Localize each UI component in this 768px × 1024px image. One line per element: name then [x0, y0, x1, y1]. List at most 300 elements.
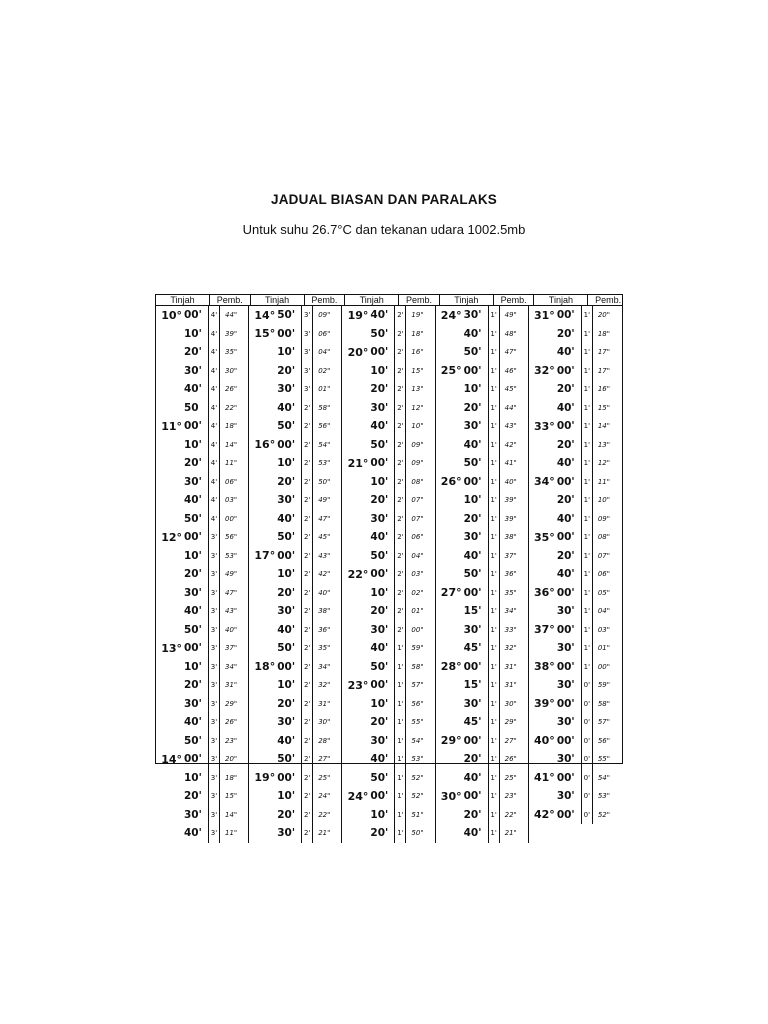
correction-seconds: 37": [504, 551, 517, 560]
correction-seconds: 57": [597, 718, 610, 727]
correction-minutes: 3': [302, 325, 313, 344]
correction-minutes: 2': [395, 306, 406, 325]
correction-minutes: 1': [489, 547, 500, 566]
correction-seconds: 18": [225, 422, 238, 431]
correction-minutes: 2': [302, 510, 313, 529]
table-row: [342, 491, 434, 510]
observed-minutes: 10': [183, 436, 209, 455]
correction-seconds: 26": [504, 755, 517, 764]
table-row: [249, 473, 341, 492]
correction-seconds: 40": [504, 477, 517, 486]
observed-minutes: 40': [556, 565, 582, 584]
correction-seconds: 09": [597, 514, 610, 523]
correction-seconds: 55": [597, 755, 610, 764]
correction-minutes: 1': [395, 639, 406, 658]
correction-minutes: 4': [209, 343, 220, 362]
correction-minutes: 2': [395, 325, 406, 344]
table-row: [529, 362, 622, 381]
correction-seconds: 07": [597, 551, 610, 560]
correction-minutes: 1': [582, 510, 593, 529]
observed-minutes: 10': [183, 658, 209, 677]
header-tinjah: Tinjah: [454, 295, 479, 305]
correction-seconds: 04": [597, 607, 610, 616]
observed-minutes: 40': [183, 602, 209, 621]
correction-minutes: 2': [395, 362, 406, 381]
observed-minutes: 30': [556, 787, 582, 806]
correction-minutes: 1': [489, 325, 500, 344]
observed-minutes: 20': [556, 547, 582, 566]
observed-minutes: 30': [556, 750, 582, 769]
correction-minutes: 3': [209, 565, 220, 584]
table-row: [529, 658, 622, 677]
correction-minutes: 2': [302, 436, 313, 455]
correction-minutes: 3': [209, 713, 220, 732]
observed-degrees: 26°: [440, 475, 462, 489]
observed-minutes: 10': [276, 343, 302, 362]
table-body: [156, 306, 622, 843]
table-row: [529, 732, 622, 751]
correction-minutes: 2': [302, 473, 313, 492]
table-row: [342, 399, 434, 418]
observed-minutes: 00': [183, 528, 209, 547]
table-row: [249, 417, 341, 436]
correction-seconds: 35": [504, 588, 517, 597]
observed-minutes: 30': [276, 602, 302, 621]
table-row: [436, 584, 528, 603]
correction-minutes: 2': [395, 602, 406, 621]
table-row: [156, 343, 248, 362]
correction-minutes: 1': [489, 750, 500, 769]
correction-seconds: 53": [411, 755, 424, 764]
correction-seconds: 45": [318, 533, 331, 542]
correction-seconds: 12": [597, 459, 610, 468]
correction-minutes: 1': [582, 343, 593, 362]
correction-minutes: 2': [302, 399, 313, 418]
correction-minutes: 1': [489, 787, 500, 806]
correction-seconds: 43": [225, 607, 238, 616]
correction-minutes: 2': [302, 491, 313, 510]
observed-degrees: 14°: [254, 308, 276, 322]
table-row: [342, 732, 434, 751]
correction-minutes: 2': [395, 565, 406, 584]
correction-minutes: 4': [209, 306, 220, 325]
table-row: [156, 473, 248, 492]
table-row: [436, 380, 528, 399]
correction-seconds: 08": [411, 477, 424, 486]
observed-degrees: 27°: [440, 586, 462, 600]
table-row: [156, 787, 248, 806]
observed-minutes: 30': [183, 362, 209, 381]
observed-minutes: 30': [556, 602, 582, 621]
correction-minutes: 2': [395, 547, 406, 566]
table-row: [436, 343, 528, 362]
correction-minutes: 1': [489, 491, 500, 510]
correction-seconds: 44": [504, 403, 517, 412]
table-row: [529, 584, 622, 603]
correction-seconds: 34": [225, 662, 238, 671]
table-row: [342, 584, 434, 603]
observed-minutes: 40': [369, 306, 395, 325]
header-tinjah: Tinjah: [265, 295, 290, 305]
observed-minutes: 20': [183, 343, 209, 362]
correction-seconds: 49": [504, 311, 517, 320]
correction-seconds: 07": [411, 496, 424, 505]
correction-seconds: 51": [411, 810, 424, 819]
table-row: [249, 639, 341, 658]
table-row: [249, 750, 341, 769]
observed-minutes: 20': [463, 750, 489, 769]
correction-minutes: 1': [489, 769, 500, 788]
table-row: [342, 806, 434, 825]
table-row: [529, 436, 622, 455]
observed-degrees: 25°: [440, 364, 462, 378]
table-row: [156, 547, 248, 566]
observed-minutes: 45': [463, 713, 489, 732]
correction-seconds: 27": [318, 755, 331, 764]
table-row: [436, 362, 528, 381]
observed-minutes: 20': [276, 584, 302, 603]
table-row: [436, 806, 528, 825]
observed-minutes: 20': [556, 325, 582, 344]
correction-seconds: 23": [504, 792, 517, 801]
observed-minutes: 50': [369, 325, 395, 344]
table-row: [249, 787, 341, 806]
observed-minutes: 20': [463, 510, 489, 529]
correction-minutes: 1': [582, 491, 593, 510]
correction-seconds: 36": [318, 625, 331, 634]
observed-minutes: 40': [369, 528, 395, 547]
document-subtitle: Untuk suhu 26.7°C dan tekanan udara 1002.5mb: [242, 222, 526, 237]
correction-minutes: 1': [489, 343, 500, 362]
observed-minutes: 30': [463, 621, 489, 640]
correction-minutes: 1': [582, 380, 593, 399]
correction-minutes: 2': [302, 639, 313, 658]
correction-seconds: 11": [225, 829, 238, 838]
correction-seconds: 39": [504, 514, 517, 523]
correction-seconds: 37": [225, 644, 238, 653]
correction-seconds: 35": [225, 348, 238, 357]
correction-seconds: 02": [318, 366, 331, 375]
observed-minutes: 00': [369, 565, 395, 584]
table-row: [156, 713, 248, 732]
observed-minutes: 50': [276, 306, 302, 325]
table-row: [436, 473, 528, 492]
correction-minutes: 1': [489, 380, 500, 399]
observed-minutes: 40': [183, 491, 209, 510]
observed-minutes: 00': [276, 769, 302, 788]
correction-minutes: 1': [489, 621, 500, 640]
observed-degrees: 32°: [534, 364, 555, 378]
correction-minutes: 2': [302, 695, 313, 714]
table-row: [529, 750, 622, 769]
correction-seconds: 12": [411, 403, 424, 412]
table-row: [342, 510, 434, 529]
table-row: [342, 695, 434, 714]
correction-minutes: 1': [395, 769, 406, 788]
correction-seconds: 28": [318, 736, 331, 745]
table-row: [342, 769, 434, 788]
correction-seconds: 49": [225, 570, 238, 579]
observed-minutes: 10': [276, 676, 302, 695]
table-row: [529, 676, 622, 695]
table-row: [342, 343, 434, 362]
observed-minutes: 00': [276, 436, 302, 455]
correction-minutes: 1': [489, 528, 500, 547]
observed-minutes: 10': [369, 584, 395, 603]
table-row: [342, 473, 434, 492]
observed-minutes: 40': [556, 510, 582, 529]
observed-degrees: 22°: [347, 567, 369, 581]
correction-seconds: 22": [504, 810, 517, 819]
correction-seconds: 30": [225, 366, 238, 375]
correction-seconds: 00": [411, 625, 424, 634]
correction-minutes: 1': [489, 473, 500, 492]
table-row: [156, 417, 248, 436]
observed-minutes: 20': [556, 436, 582, 455]
correction-seconds: 01": [597, 644, 610, 653]
table-row: [436, 676, 528, 695]
correction-seconds: 58": [411, 662, 424, 671]
correction-seconds: 57": [411, 681, 424, 690]
correction-minutes: 2': [302, 602, 313, 621]
observed-minutes: 00': [183, 417, 209, 436]
table-row: [249, 399, 341, 418]
correction-minutes: 4': [209, 491, 220, 510]
correction-seconds: 10": [411, 422, 424, 431]
header-pemb: Pemb.: [209, 295, 250, 305]
correction-minutes: 1': [489, 676, 500, 695]
correction-seconds: 18": [411, 329, 424, 338]
observed-minutes: 30': [463, 695, 489, 714]
observed-minutes: 40': [183, 824, 209, 843]
correction-minutes: 3': [209, 750, 220, 769]
observed-degrees: 38°: [534, 660, 555, 674]
correction-minutes: 2': [302, 806, 313, 825]
observed-minutes: 50': [369, 436, 395, 455]
correction-minutes: 1': [582, 454, 593, 473]
correction-seconds: 04": [318, 348, 331, 357]
correction-seconds: 43": [318, 551, 331, 560]
correction-seconds: 39": [225, 329, 238, 338]
correction-minutes: 2': [395, 417, 406, 436]
correction-minutes: 1': [395, 695, 406, 714]
correction-minutes: 2': [395, 621, 406, 640]
correction-minutes: 1': [395, 676, 406, 695]
observed-minutes: 30': [183, 806, 209, 825]
correction-minutes: 1': [489, 584, 500, 603]
header-group: [251, 295, 346, 305]
correction-minutes: 2': [302, 584, 313, 603]
correction-minutes: 4': [209, 362, 220, 381]
correction-minutes: 1': [582, 658, 593, 677]
observed-minutes: 50': [369, 769, 395, 788]
correction-seconds: 45": [504, 385, 517, 394]
correction-minutes: 2': [395, 584, 406, 603]
correction-minutes: 2': [302, 732, 313, 751]
observed-minutes: 40': [463, 824, 489, 843]
observed-minutes: 40': [463, 436, 489, 455]
correction-minutes: 2': [395, 454, 406, 473]
table-row: [436, 454, 528, 473]
correction-minutes: 0': [582, 713, 593, 732]
correction-minutes: 3': [209, 658, 220, 677]
table-row: [436, 417, 528, 436]
correction-minutes: 3': [209, 732, 220, 751]
correction-seconds: 00": [225, 514, 238, 523]
observed-minutes: 40': [556, 399, 582, 418]
table-header-row: [156, 295, 622, 306]
observed-minutes: 45': [463, 639, 489, 658]
correction-seconds: 47": [318, 514, 331, 523]
correction-seconds: 16": [597, 385, 610, 394]
correction-minutes: 0': [582, 787, 593, 806]
table-row: [249, 769, 341, 788]
correction-seconds: 58": [597, 699, 610, 708]
correction-minutes: 1': [582, 306, 593, 325]
observed-minutes: 10': [463, 491, 489, 510]
correction-minutes: 0': [582, 806, 593, 825]
observed-degrees: 17°: [254, 549, 276, 563]
table-row: [436, 621, 528, 640]
observed-minutes: 00': [369, 676, 395, 695]
observed-degrees: 10°: [161, 308, 182, 322]
observed-minutes: 00': [556, 769, 582, 788]
table-row: [249, 621, 341, 640]
observed-degrees: 20°: [347, 345, 369, 359]
correction-minutes: 1': [489, 436, 500, 455]
observed-degrees: 24°: [347, 789, 369, 803]
observed-minutes: 30': [276, 491, 302, 510]
observed-degrees: 35°: [534, 530, 555, 544]
table-column-group: [249, 306, 342, 843]
correction-seconds: 29": [225, 699, 238, 708]
table-row: [156, 732, 248, 751]
correction-minutes: 3': [302, 343, 313, 362]
table-row: [529, 491, 622, 510]
correction-minutes: 1': [395, 824, 406, 843]
correction-minutes: 3': [209, 584, 220, 603]
observed-minutes: 30': [556, 639, 582, 658]
observed-minutes: 00': [556, 306, 582, 325]
correction-seconds: 20": [225, 755, 238, 764]
observed-degrees: 28°: [440, 660, 462, 674]
correction-minutes: 1': [489, 732, 500, 751]
observed-minutes: 20': [183, 676, 209, 695]
correction-seconds: 32": [504, 644, 517, 653]
table-row: [342, 362, 434, 381]
correction-seconds: 35": [318, 644, 331, 653]
observed-minutes: 20': [183, 787, 209, 806]
observed-minutes: 10': [183, 769, 209, 788]
observed-degrees: 33°: [534, 419, 555, 433]
table-row: [342, 676, 434, 695]
correction-minutes: 1': [582, 639, 593, 658]
observed-degrees: 34°: [534, 475, 555, 489]
table-row: [156, 491, 248, 510]
correction-seconds: 15": [225, 792, 238, 801]
correction-minutes: 1': [489, 454, 500, 473]
correction-minutes: 3': [302, 362, 313, 381]
observed-minutes: 20': [556, 380, 582, 399]
observed-minutes: 10': [369, 473, 395, 492]
correction-seconds: 34": [318, 662, 331, 671]
observed-minutes: 00': [556, 473, 582, 492]
table-row: [249, 713, 341, 732]
table-row: [342, 325, 434, 344]
correction-seconds: 43": [504, 422, 517, 431]
correction-minutes: 1': [582, 325, 593, 344]
correction-seconds: 56": [225, 533, 238, 542]
observed-minutes: 30': [276, 713, 302, 732]
correction-seconds: 22": [225, 403, 238, 412]
correction-minutes: 1': [489, 362, 500, 381]
observed-degrees: 31°: [534, 308, 555, 322]
observed-minutes: 10': [463, 380, 489, 399]
correction-seconds: 09": [411, 440, 424, 449]
observed-minutes: 30': [556, 676, 582, 695]
table-row: [342, 380, 434, 399]
observed-minutes: 20': [276, 806, 302, 825]
correction-minutes: 2': [395, 343, 406, 362]
correction-minutes: 3': [209, 528, 220, 547]
correction-minutes: 3': [209, 639, 220, 658]
table-row: [436, 510, 528, 529]
correction-seconds: 56": [318, 422, 331, 431]
table-row: [529, 510, 622, 529]
correction-minutes: 1': [582, 436, 593, 455]
observed-minutes: 30': [463, 528, 489, 547]
header-group: [440, 295, 535, 305]
table-row: [529, 787, 622, 806]
observed-minutes: 40': [276, 621, 302, 640]
observed-minutes: 30': [463, 306, 489, 325]
observed-degrees: 39°: [534, 697, 555, 711]
correction-seconds: 53": [318, 459, 331, 468]
correction-minutes: 2': [395, 436, 406, 455]
correction-minutes: 2': [395, 528, 406, 547]
correction-minutes: 2': [302, 454, 313, 473]
correction-seconds: 40": [225, 625, 238, 634]
observed-degrees: 19°: [347, 308, 369, 322]
observed-minutes: 00': [183, 306, 209, 325]
correction-seconds: 56": [597, 736, 610, 745]
observed-minutes: 00': [463, 787, 489, 806]
correction-minutes: 1': [582, 473, 593, 492]
correction-seconds: 59": [597, 681, 610, 690]
correction-seconds: 31": [504, 662, 517, 671]
observed-minutes: 40': [276, 399, 302, 418]
correction-seconds: 13": [597, 440, 610, 449]
correction-seconds: 56": [411, 699, 424, 708]
correction-minutes: 3': [209, 806, 220, 825]
observed-minutes: 00': [556, 417, 582, 436]
correction-seconds: 54": [597, 773, 610, 782]
correction-minutes: 4': [209, 454, 220, 473]
table-row: [342, 658, 434, 677]
correction-minutes: 3': [302, 380, 313, 399]
correction-minutes: 3': [209, 787, 220, 806]
correction-minutes: 1': [489, 639, 500, 658]
observed-minutes: 40': [463, 325, 489, 344]
observed-minutes: 20': [183, 454, 209, 473]
table-row: [342, 306, 434, 325]
observed-minutes: 40': [183, 380, 209, 399]
table-row: [342, 547, 434, 566]
correction-minutes: 1': [582, 528, 593, 547]
observed-minutes: 00': [556, 584, 582, 603]
table-row: [156, 639, 248, 658]
table-row: [156, 380, 248, 399]
